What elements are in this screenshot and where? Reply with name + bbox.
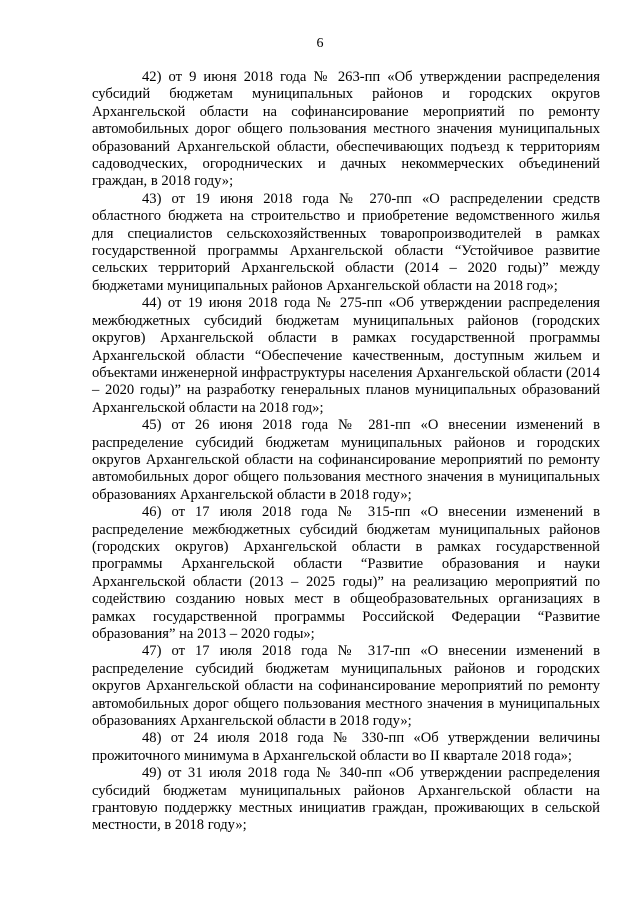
list-item-49: 49) от 31 июля 2018 года № 340-пп «Об утверждении распределения субсидий бюджетам муниципальных районов Архангельской области на грантовую поддержку местных инициатив граждан, проживающих в сельской местности, в 2018 году»; — [92, 765, 600, 834]
page-number: 6 — [316, 36, 324, 51]
list-item-44: 44) от 19 июня 2018 года № 275-пп «Об утверждении распределения межбюджетных субсидий бюджетам муниципальных районов (городских округов) Архангельской области в рамках государственной программы Архангельской области “Обеспечение качественным, доступным жильем и объектами инженерной инфраструктуры населения Архангельской области (2014 – 2020 годы)” на разработку генеральных планов муниципальных образований Архангельской области на 2018 год»; — [92, 295, 600, 416]
list-item-48: 48) от 24 июля 2018 года № 330-пп «Об утверждении величины прожиточного минимума в Архангельской области во II квартале 2018 года»; — [92, 730, 600, 764]
list-item-42: 42) от 9 июня 2018 года № 263-пп «Об утверждении распределения субсидий бюджетам муниципальных районов и городских округов Архангельской области на софинансирование мероприятий по ремонту автомобильных дорог общего пользования местного значения муниципальных образований Архангельской области, обеспечивающих подъезд к территориям садоводческих, огороднических и дачных некоммерческих объединений граждан, в 2018 году»; — [92, 69, 600, 190]
list-item-46: 46) от 17 июля 2018 года № 315-пп «О внесении изменений в распределение межбюджетных субсидий бюджетам муниципальных районов (городских округов) Архангельской области в рамках государственной программы Архангельской области “Развитие образования и науки Архангельской области (2013 – 2025 годы)” на реализацию мероприятий по содействию созданию новых мест в общеобразовательных организациях в рамках государственной программы Российской Федерации “Развитие образования” на 2013 – 2020 годы»; — [92, 504, 600, 642]
list-item-45: 45) от 26 июня 2018 года № 281-пп «О внесении изменений в распределение субсидий бюджетам муниципальных районов и городских округов Архангельской области на софинансирование мероприятий по ремонту автомобильных дорог общего пользования местного значения в муниципальных образованиях Архангельской области в 2018 году»; — [92, 417, 600, 503]
list-item-47: 47) от 17 июля 2018 года № 317-пп «О внесении изменений в распределение субсидий бюджетам муниципальных районов и городских округов Архангельской области на софинансирование мероприятий по ремонту автомобильных дорог общего пользования местного значения в муниципальных образованиях Архангельской области в 2018 году»; — [92, 643, 600, 730]
list-item-43: 43) от 19 июня 2018 года № 270-пп «О распределении средств областного бюджета на строительство и приобретение ведомственного жилья для специалистов сельскохозяйственных товаропроизводителей в рамках государственной программы Архангельской области “Устойчивое развитие сельских территорий Архангельской области (2014 – 2020 годы)” между бюджетами муниципальных районов Архангельской области на 2018 год»; — [92, 190, 600, 294]
document-body — [92, 69, 600, 835]
